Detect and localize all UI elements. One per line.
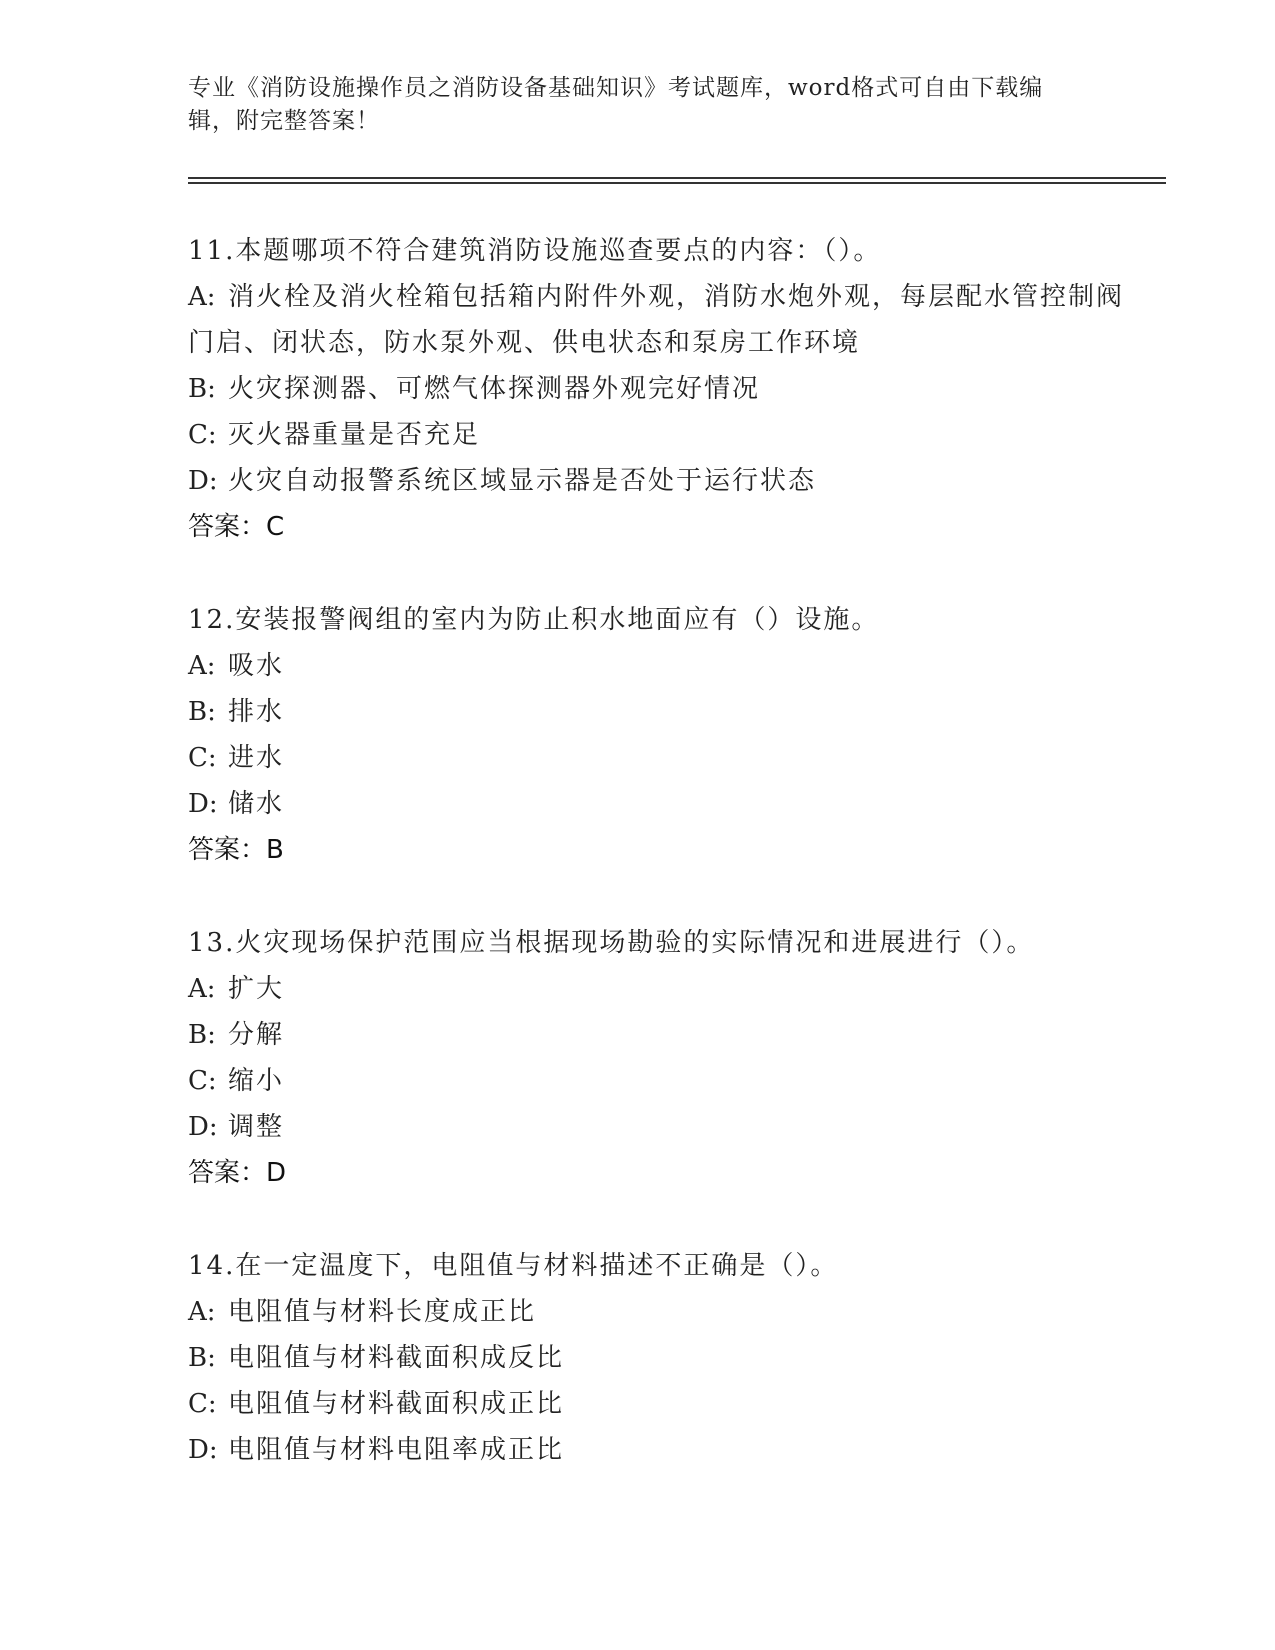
- option-key: C:: [188, 743, 217, 773]
- option-c: [188, 1058, 1148, 1104]
- question-stem: 14.在一定温度下，电阻值与材料描述不正确是（）。: [188, 1251, 839, 1281]
- question-11: [188, 228, 1148, 550]
- option-key: C:: [188, 1066, 217, 1096]
- option-a: [188, 966, 1148, 1012]
- question-stem: 11.本题哪项不符合建筑消防设施巡查要点的内容：（）。: [188, 236, 882, 266]
- option-key: B:: [188, 374, 216, 404]
- option-text: 电阻值与材料截面积成正比: [228, 1389, 565, 1419]
- question-list: [188, 228, 1148, 1520]
- option-text: 火灾探测器、可燃气体探测器外观完好情况: [228, 374, 761, 404]
- option-b: [188, 1335, 1148, 1381]
- option-key: B:: [188, 1343, 216, 1373]
- answer-label: 答案：D: [188, 1158, 287, 1188]
- option-text: 调整: [228, 1112, 285, 1142]
- option-text: 电阻值与材料截面积成反比: [228, 1343, 565, 1373]
- option-text: 分解: [228, 1020, 285, 1050]
- option-text: 火灾自动报警系统区域显示器是否处于运行状态: [228, 466, 817, 496]
- option-text: 消火栓及消火栓箱包括箱内附件外观，消防水炮外观，每层配水管控制阀门启、闭状态，防水泵外观、供电状态和泵房工作环境: [188, 282, 1125, 358]
- option-b: [188, 689, 1148, 735]
- option-text: 缩小: [228, 1066, 285, 1096]
- option-b: [188, 366, 1148, 412]
- option-d: [188, 458, 1148, 504]
- question-14: [188, 1243, 1148, 1473]
- option-text: 电阻值与材料电阻率成正比: [228, 1435, 565, 1465]
- option-d: [188, 1104, 1148, 1150]
- option-d: [188, 1427, 1148, 1473]
- option-a: [188, 274, 1148, 366]
- option-key: B:: [188, 1020, 216, 1050]
- option-text: 进水: [228, 743, 285, 773]
- option-key: B:: [188, 697, 216, 727]
- option-key: C:: [188, 420, 217, 450]
- option-text: 吸水: [228, 651, 285, 681]
- option-a: [188, 1289, 1148, 1335]
- option-key: D:: [188, 1112, 218, 1142]
- option-b: [188, 1012, 1148, 1058]
- option-c: [188, 1381, 1148, 1427]
- option-text: 扩大: [228, 974, 285, 1004]
- option-a: [188, 643, 1148, 689]
- option-key: A:: [188, 1297, 216, 1327]
- question-stem: 12.安装报警阀组的室内为防止积水地面应有（）设施。: [188, 605, 880, 635]
- option-key: A:: [188, 651, 216, 681]
- option-c: [188, 412, 1148, 458]
- option-key: A:: [188, 974, 216, 1004]
- option-key: D:: [188, 466, 218, 496]
- option-d: [188, 781, 1148, 827]
- question-13: [188, 920, 1148, 1196]
- answer-label: 答案：B: [188, 835, 284, 865]
- option-text: 灭火器重量是否充足: [228, 420, 481, 450]
- option-key: C:: [188, 1389, 217, 1419]
- option-text: 电阻值与材料长度成正比: [228, 1297, 537, 1327]
- question-stem: 13.火灾现场保护范围应当根据现场勘验的实际情况和进展进行（）。: [188, 928, 1035, 958]
- option-key: A:: [188, 282, 216, 312]
- header-divider-top: [188, 177, 1166, 179]
- document-header: 专业《消防设施操作员之消防设备基础知识》考试题库，word格式可自由下载编辑，附完整答案！: [188, 75, 1044, 134]
- question-12: [188, 597, 1148, 873]
- option-text: 排水: [228, 697, 285, 727]
- answer-label: 答案：C: [188, 512, 285, 542]
- header-divider-bottom: [188, 182, 1166, 184]
- option-key: D:: [188, 1435, 218, 1465]
- option-text: 储水: [228, 789, 285, 819]
- option-key: D:: [188, 789, 218, 819]
- option-c: [188, 735, 1148, 781]
